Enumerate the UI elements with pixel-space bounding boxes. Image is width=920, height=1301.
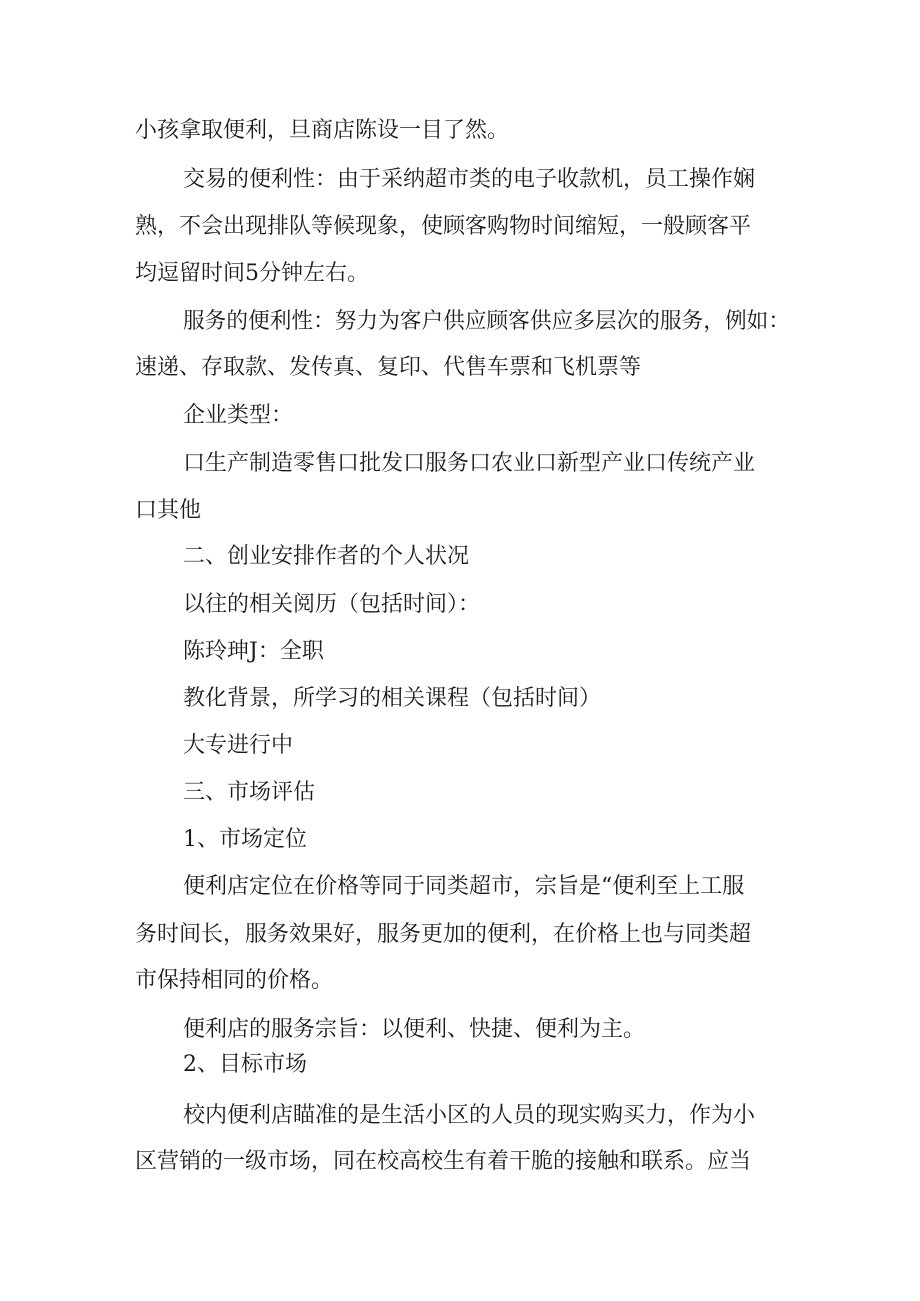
text-line: 区营销的一级市场，同在校高校生有着干脆的接触和联系。应当	[135, 1149, 752, 1174]
paragraph-line: 校内便利店瞄准的是生活小区的人员的现实购买力，作为小	[183, 1103, 756, 1128]
text-line: 小孩拿取便利，旦商店陈设一目了然。	[135, 118, 510, 143]
section-heading: 三、市场评估	[183, 780, 316, 805]
checkbox-options-line: 口生产制造零售口批发口服务口农业口新型产业口传统产业	[183, 451, 756, 476]
subsection-heading: 1、市场定位	[183, 827, 307, 852]
paragraph-line: 以往的相关阅历（包括时间）：	[183, 592, 481, 617]
text-line: 市保持相同的价格。	[135, 968, 334, 993]
paragraph-line: 交易的便利性：由于采纳超市类的电子收款机，员工操作娴	[183, 167, 756, 192]
text-line: 务时间长，服务效果好，服务更加的便利，在价格上也与同类超	[135, 922, 752, 947]
checkbox-options-line: 口其他	[135, 498, 202, 523]
section-heading: 二、创业安排作者的个人状况	[183, 544, 470, 569]
paragraph-line: 教化背景，所学习的相关课程（包括时间）	[183, 686, 602, 711]
paragraph-line: 陈玲珅J：全职	[183, 639, 324, 664]
text-line: 均逗留时间5分钟左右。	[135, 261, 369, 286]
paragraph-line: 服务的便利性：努力为客户供应顾客供应多层次的服务，例如：	[183, 309, 791, 334]
paragraph-line: 便利店定位在价格等同于同类超市，宗旨是“便利至上工服	[183, 874, 745, 899]
paragraph-line: 便利店的服务宗旨：以便利、快捷、便利为主。	[183, 1017, 646, 1042]
text-line: 熟，不会出现排队等候现象，使顾客购物时间缩短，一般顾客平	[135, 214, 752, 239]
text-line: 速递、存取款、发传真、复印、代售车票和飞机票等	[135, 355, 642, 380]
heading-line: 企业类型：	[183, 403, 294, 428]
subsection-heading: 2、目标市场	[183, 1052, 307, 1077]
paragraph-line: 大专进行中	[183, 733, 294, 758]
